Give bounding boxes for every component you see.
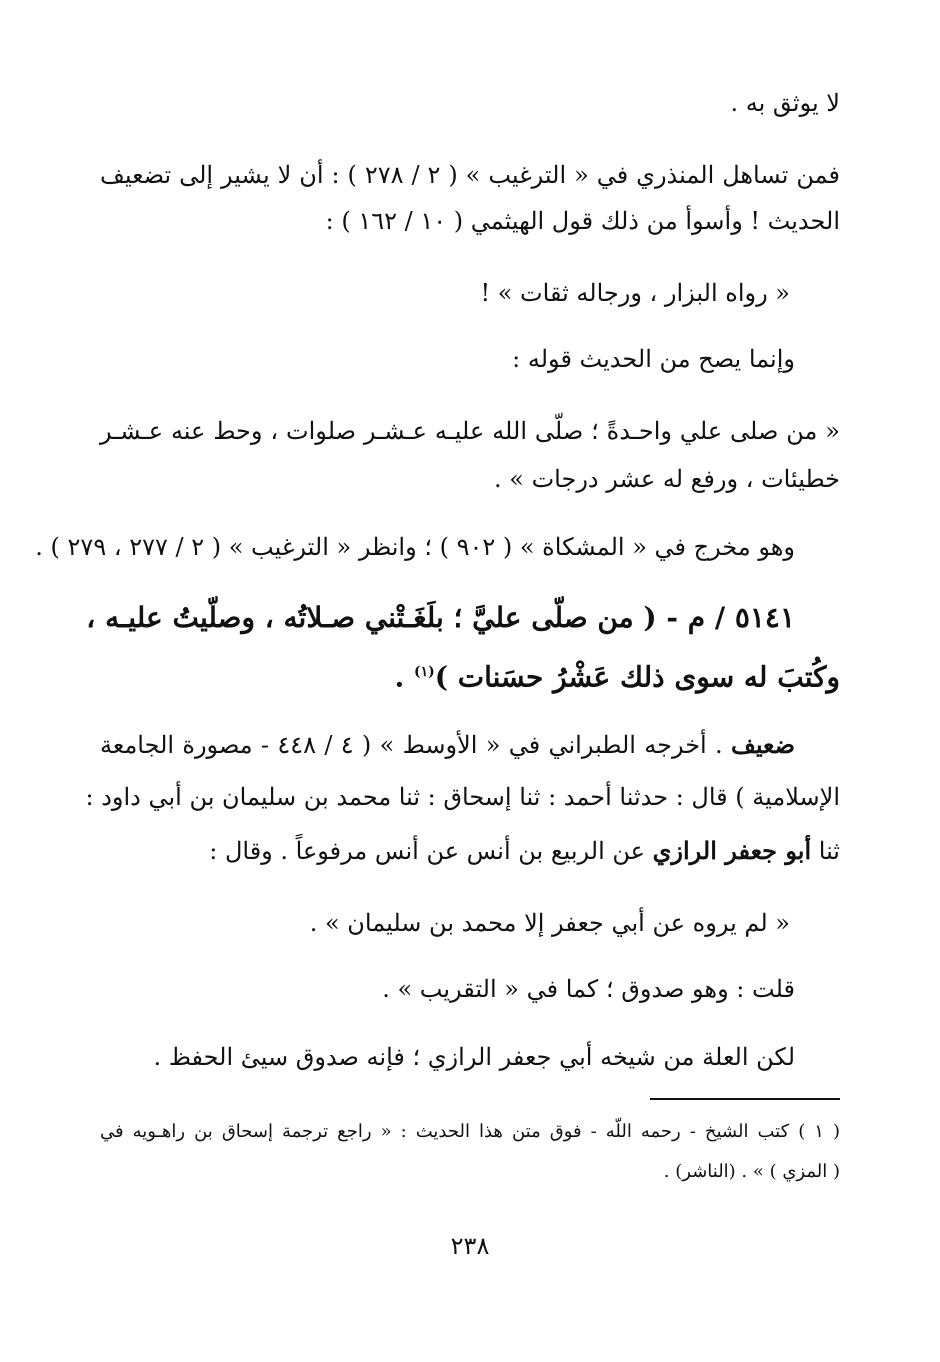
grading-line xyxy=(100,728,795,762)
text-line: الحديث ! وأسوأ من ذلك قول الهيثمي ( ١٠ / ١٦٢ ) : xyxy=(325,207,840,235)
hadith-heading-text: وكُتبَ له سوى ذلك عَشْرُ حسَنات ) xyxy=(434,660,840,694)
reference-line: وهو مخرج في « المشكاة » ( ٩٠٢ ) ؛ وانظر « الترغيب » ( ٢ / ٢٧٧ ، ٢٧٩ ) . xyxy=(35,533,795,561)
text-line: الإسلامية ) قال : حدثنا أحمد : ثنا إسحاق : ثنا محمد بن سليمان بن أبي داود : xyxy=(85,783,840,811)
narrator-name: أبو جعفر الرازي xyxy=(652,836,812,865)
footnote-line: ( ١ ) كتب الشيخ - رحمه اللّه - فوق متن هذا الحديث : « راجع ترجمة إسحاق بن راهـويه في xyxy=(100,1121,840,1142)
hadith-text-line: « من صلى علي واحـدةً ؛ صلّى الله عليـه عـشـر صلوات ، وحط عنه عـشـر xyxy=(100,417,840,445)
hadith-heading-line xyxy=(394,652,840,697)
footnote-line: ( المزي ) » . (الناشر) . xyxy=(663,1161,840,1182)
hadith-heading-end: . xyxy=(394,660,414,694)
grading-label: ضعيف xyxy=(730,730,796,759)
paragraph-line: فمن تساهل المنذري في « الترغيب » ( ٢ / ٢٧٨ ) : أن لا يشير إلى تضعيف xyxy=(100,161,841,189)
hadith-text-line: خطيئات ، ورفع له عشر درجات » . xyxy=(494,465,840,493)
page-number: ٢٣٨ xyxy=(450,1232,490,1260)
quote-line: « رواه البزار ، ورجاله ثقات » ! xyxy=(480,279,790,307)
footnote-marker: (١) xyxy=(413,664,435,680)
text-segment: عن الربيع بن أنس عن أنس مرفوعاً . وقال : xyxy=(209,837,653,865)
text-line: قلت : وهو صدوق ؛ كما في « التقريب » . xyxy=(382,975,795,1003)
text-line xyxy=(100,158,840,192)
text-segment: ثنا xyxy=(811,837,840,865)
text-line: لا يوثق به . xyxy=(730,89,840,117)
text-line: لكن العلة من شيخه أبي جعفر الرازي ؛ فإنه صدوق سيئ الحفظ . xyxy=(153,1043,795,1071)
hadith-heading-line: ٥١٤١ / م - ( من صلّى عليَّ ؛ بلَغَـتْني صـلاتُه ، وصلّيتُ عليـه ، xyxy=(86,601,795,634)
quote-line: « لم يروه عن أبي جعفر إلا محمد بن سليمان » . xyxy=(309,909,790,937)
footnote-divider xyxy=(650,1098,840,1100)
text-line: وإنما يصح من الحديث قوله : xyxy=(512,345,795,373)
text-line xyxy=(209,834,840,868)
grading-text: . أخرجه الطبراني في « الأوسط » ( ٤ / ٤٤٨ - مصورة الجامعة xyxy=(100,731,731,759)
